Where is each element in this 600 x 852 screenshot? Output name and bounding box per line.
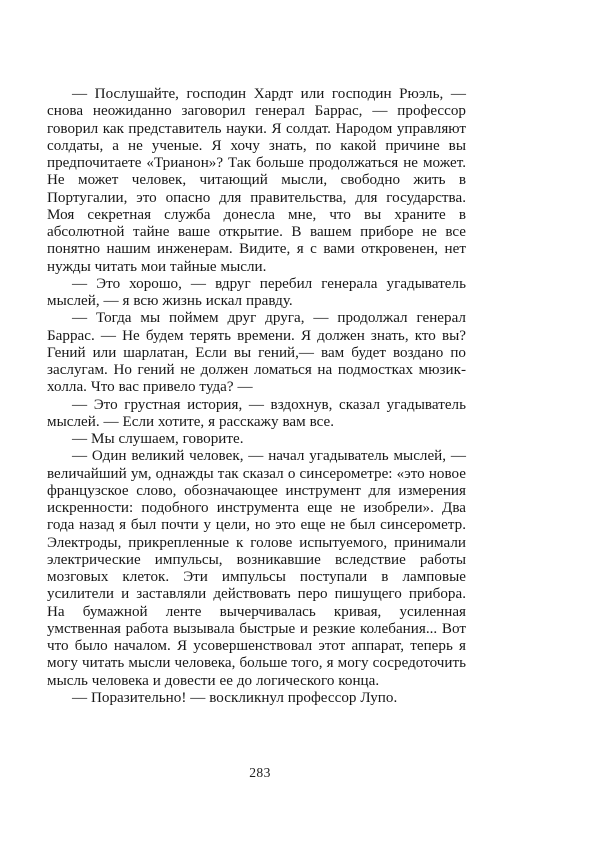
paragraph: — Это грустная история, — вздохнув, сказал угадыватель мыслей. — Если хотите, я расскажу вам все.	[47, 396, 466, 430]
paragraph: — Тогда мы поймем друг друга, — продолжал генерал Баррас. — Не будем терять времени. Я должен знать, кто вы? Гений или шарлатан, Если вы гений,— вам будет воздано по заслугам. Но гений не должен ломаться на подмостках мюзик-холла. Что вас привело туда? —	[47, 310, 466, 396]
page-text-block	[47, 86, 466, 707]
paragraph: — Это хорошо, — вдруг перебил генерала угадыватель мыслей, — я всю жизнь искал правду.	[47, 275, 466, 309]
paragraph: — Послушайте, господин Хардт или господин Рюэль, — снова неожиданно заговорил генерал Баррас, — профессор говорил как представитель науки. Я солдат. Народом управляют солдаты, а не ученые. Я хочу знать, по какой причине вы предпочитаете «Трианон»? Так больше продолжаться не может. Не может человек, читающий мысли, свободно жить в Португалии, это опасно для правительства, для государства. Моя секретная служба донесла мне, что вы храните в абсолютной тайне ваше открытие. В вашем приборе не все понятно нашим инженерам. Видите, я с вами откровенен, нет нужды читать мои тайные мысли.	[47, 86, 466, 275]
paragraph: — Поразительно! — воскликнул профессор Лупо.	[72, 689, 398, 706]
paragraph: — Мы слушаем, говорите.	[72, 431, 244, 447]
page-number: 283	[249, 765, 271, 780]
paragraph: — Один великий человек, — начал угадыватель мыслей, — величайший ум, однажды так сказал о синсерометре: «это новое французское слово, обозначающее инструмент для измерения искренности: подобного инструмента еще не изобрели». Два года назад я был почти у цели, но это еще не был синсерометр. Электроды, прикрепленные к голове испытуемого, принимали электрические импульсы, возникавшие вследствие работы мозговых клеток. Эти импульсы поступали в ламповые усилители и заставляли действовать перо пишущего прибора. На бумажной ленте вычерчивалась кривая, усиленная умственная работа вызывала быстрые и резкие колебания... Вот что было началом. Я усовершенствовал этот аппарат, теперь я могу читать мысли человека, больше того, я могу сосредоточить мысль человека и довести ее до логического конца.	[47, 448, 466, 689]
